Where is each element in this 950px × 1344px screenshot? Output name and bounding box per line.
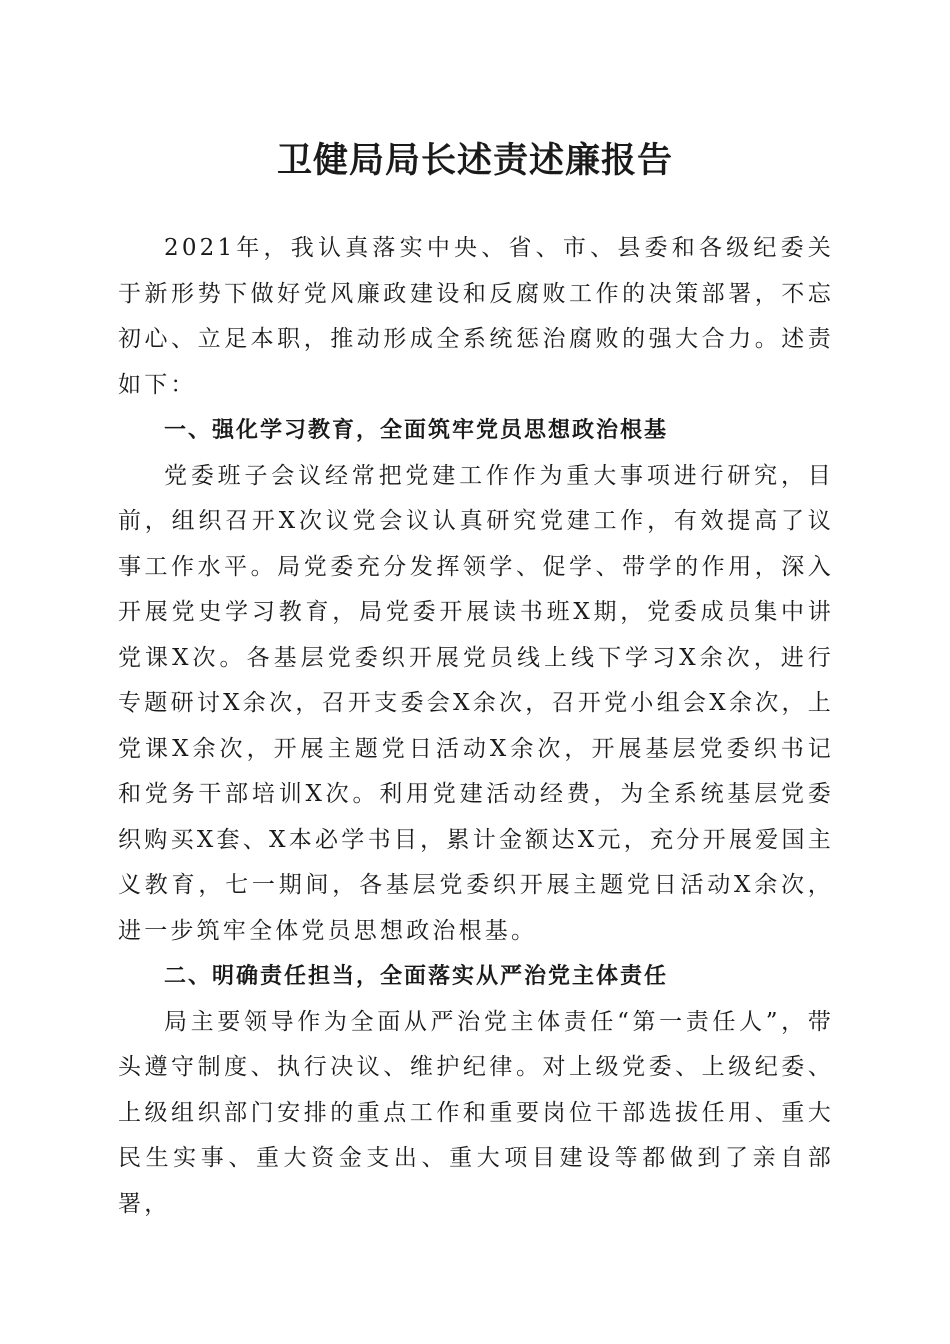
- section-heading-1: 一、强化学习教育，全面筑牢党员思想政治根基: [164, 418, 669, 443]
- section-heading-2: 二、明确责任担当，全面落实从严治党主体责任: [164, 964, 669, 989]
- document-body: [118, 226, 834, 1227]
- section-paragraph-2: 局主要领导作为全面从严治党主体责任“第一责任人”，带头遵守制度、执行决议、维护纪律。对上级党委、上级纪委、上级组织部门安排的重点工作和重要岗位干部选拔任用、重大民生实事、重大资金支出、重大项目建设等都做到了亲自部署，: [118, 1008, 834, 1217]
- page-title: 卫健局局长述责述廉报告: [276, 140, 673, 181]
- intro-paragraph: 2021年，我认真落实中央、省、市、县委和各级纪委关于新形势下做好党风廉政建设和反腐败工作的决策部署，不忘初心、立足本职，推动形成全系统惩治腐败的强大合力。述责如下：: [118, 235, 834, 398]
- section-paragraph-1: 党委班子会议经常把党建工作作为重大事项进行研究，目前，组织召开X次议党会议认真研究党建工作，有效提高了议事工作水平。局党委充分发挥领学、促学、带学的作用，深入开展党史学习教育，局党委开展读书班X期，党委成员集中讲党课X次。各基层党委织开展党员线上线下学习X余次，进行专题研讨X余次，召开支委会X余次，召开党小组会X余次，上党课X余次，开展主题党日活动X余次，开展基层党委织书记和党务干部培训X次。利用党建活动经费，为全系统基层党委织购买X套、X本必学书目，累计金额达X元，充分开展爱国主义教育，七一期间，各基层党委织开展主题党日活动X余次，进一步筑牢全体党员思想政治根基。: [118, 462, 834, 944]
